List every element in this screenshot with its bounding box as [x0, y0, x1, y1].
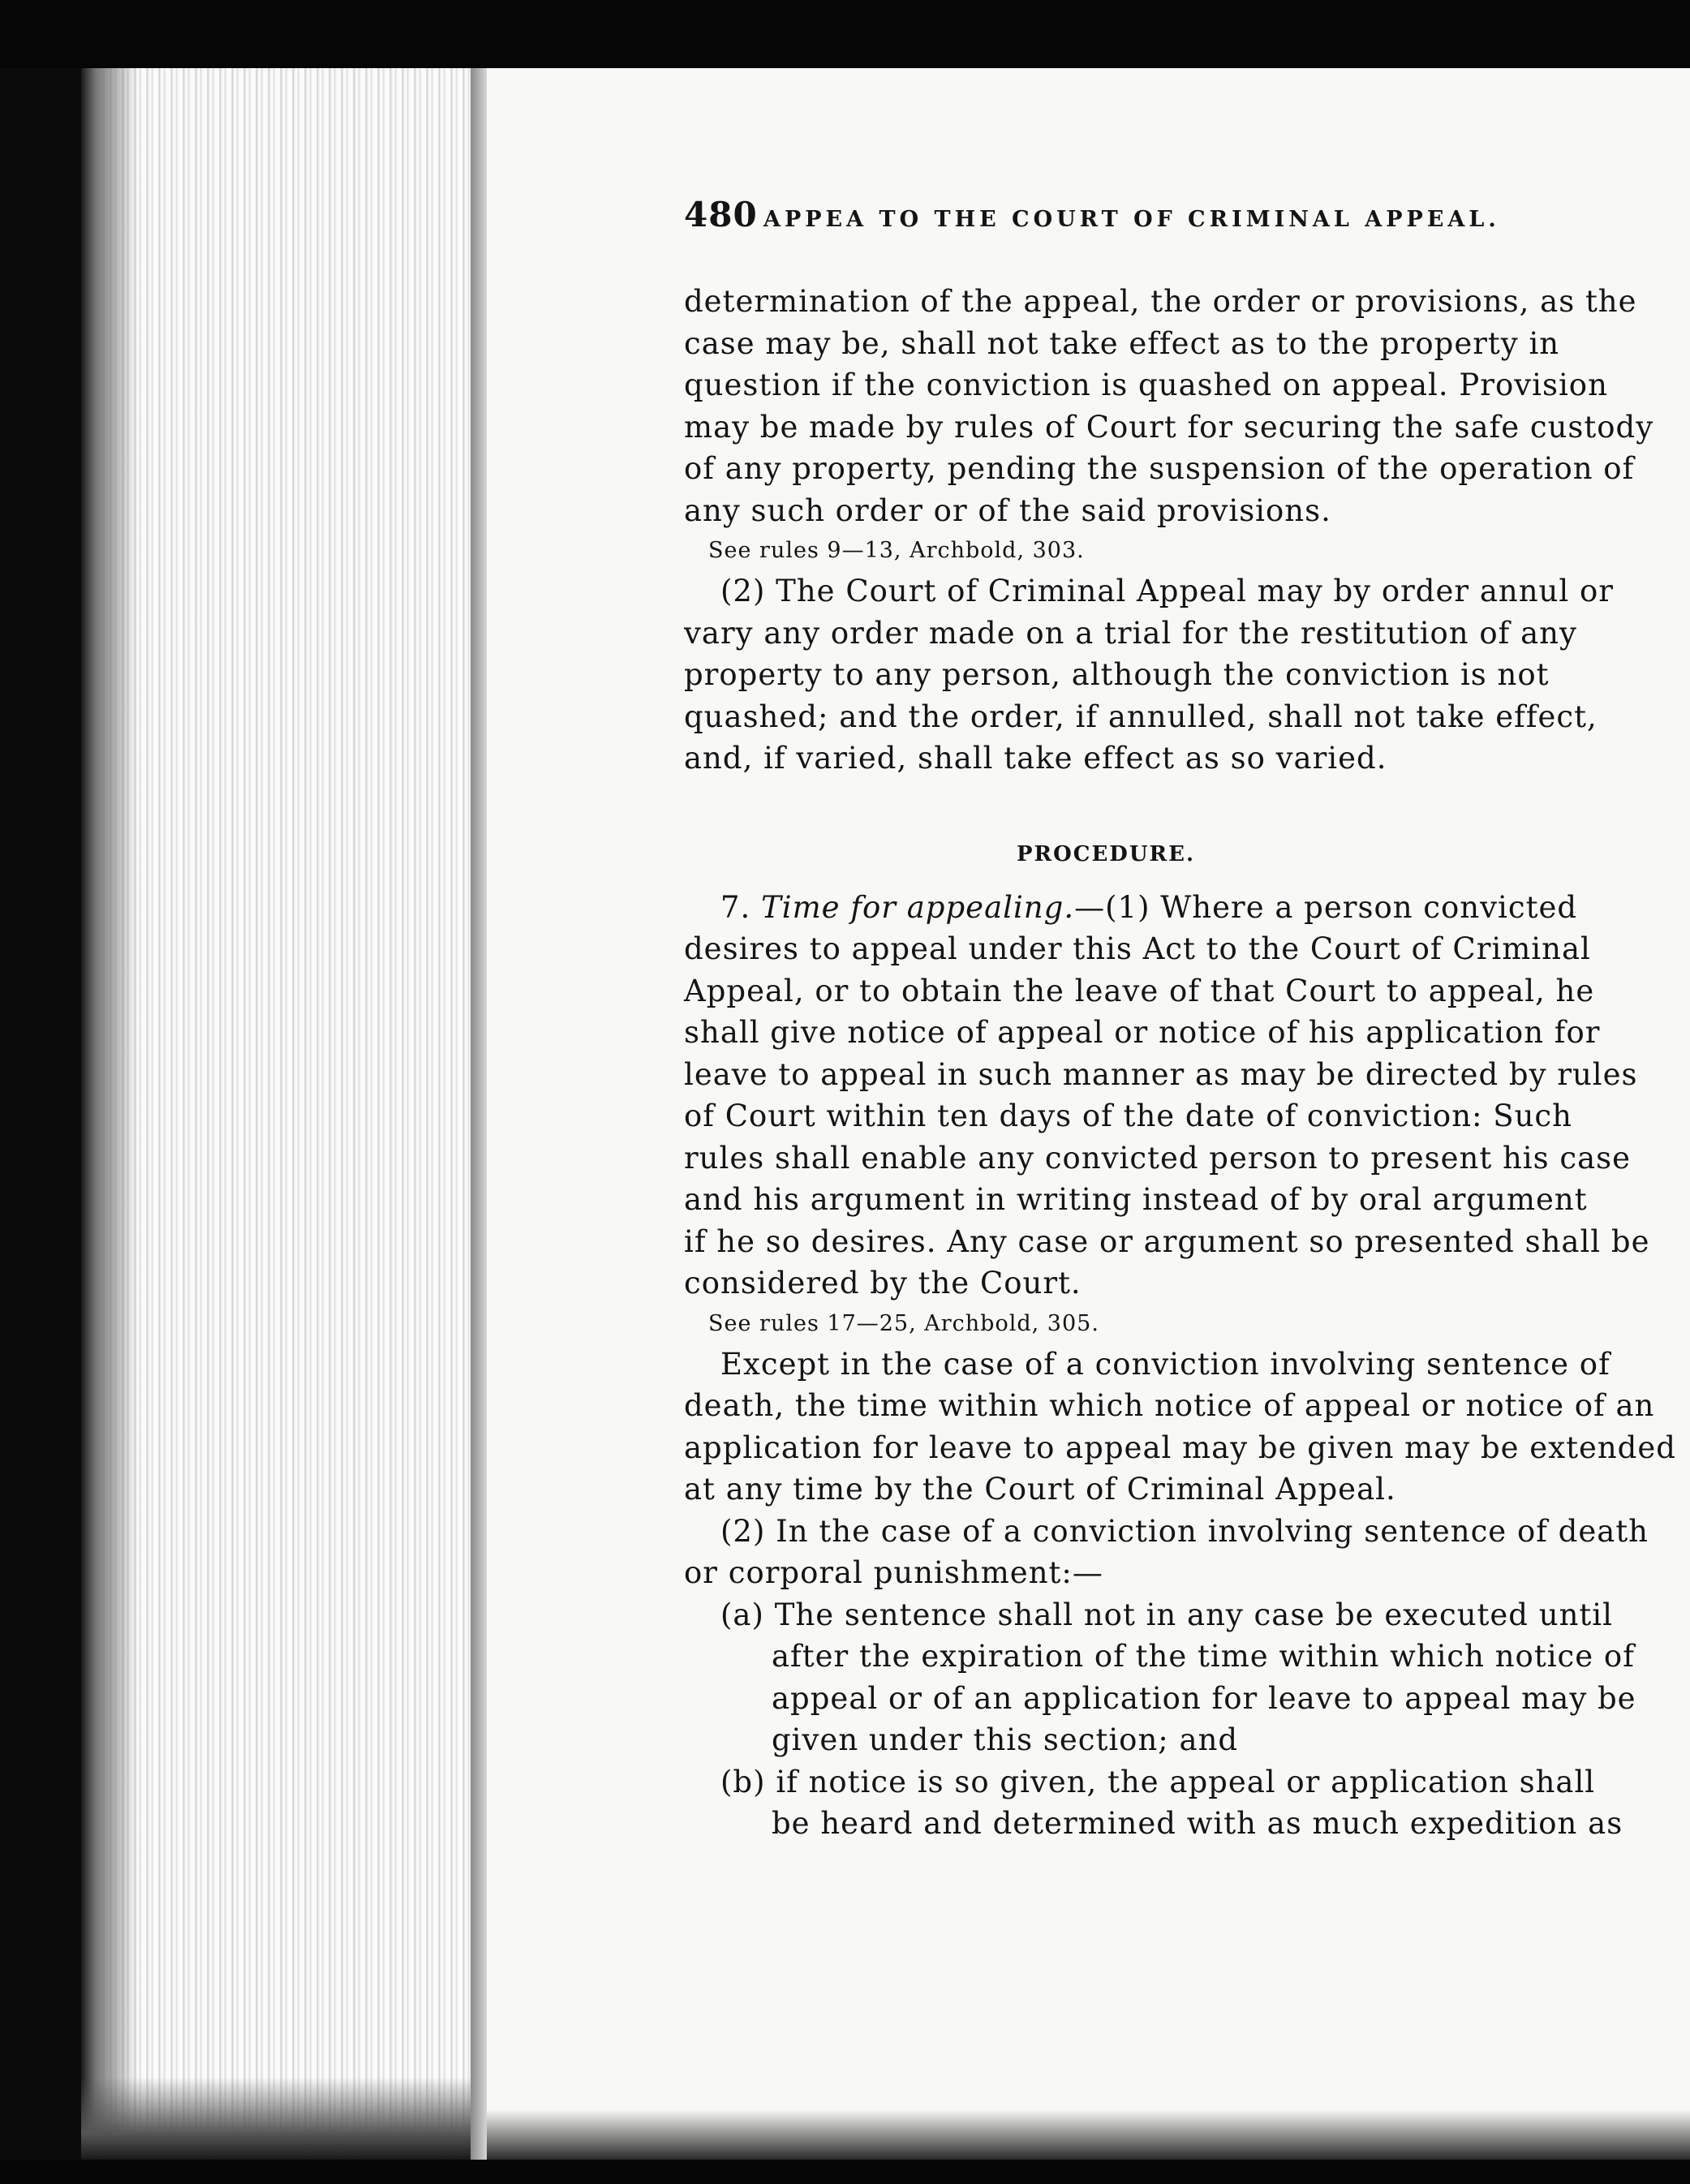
text-line: death, the time within which notice of appeal or notice of an	[684, 1388, 1655, 1423]
text-line: determination of the appeal, the order or provisions, as the	[684, 284, 1637, 319]
list-item-b	[684, 1761, 1690, 1845]
page-edges-stack	[81, 68, 480, 2160]
text-line: after the expiration of the time within which notice of	[772, 1639, 1635, 1674]
text-line: of Court within ten days of the date of conviction: Such	[684, 1098, 1572, 1133]
paragraph-restitution-continued	[684, 281, 1690, 531]
text-line: quashed; and the order, if annulled, shall not take effect,	[684, 699, 1598, 734]
scan-border-bottom	[0, 2160, 1690, 2184]
text-line: be heard and determined with as much expedition as	[772, 1806, 1623, 1841]
text-line: question if the conviction is quashed on appeal. Provision	[684, 368, 1608, 402]
text-line: Appeal, or to obtain the leave of that Court to appeal, he	[684, 973, 1595, 1008]
text-line: (2) In the case of a conviction involving sentence of death	[720, 1513, 1649, 1549]
text-line: and, if varied, shall take effect as so varied.	[684, 741, 1387, 776]
section-7-first-line	[684, 887, 1690, 929]
list-item-a	[684, 1594, 1690, 1761]
text-line: or corporal punishment:—	[684, 1555, 1103, 1590]
paragraph-annul-order	[684, 570, 1690, 780]
text-line: (b) if notice is so given, the appeal or application shall	[720, 1764, 1596, 1799]
text-line: Except in the case of a conviction involving sentence of	[720, 1346, 1610, 1382]
text-line: and his argument in writing instead of by oral argument	[684, 1182, 1588, 1217]
text-line: if he so desires. Any case or argument so presented shall be	[684, 1223, 1650, 1259]
section-title: Time for appealing.	[761, 889, 1075, 925]
text-line: application for leave to appeal may be given may be extended	[684, 1429, 1676, 1465]
text-line: considered by the Court.	[684, 1266, 1082, 1301]
text-line: desires to appeal under this Act to the Court of Criminal	[684, 931, 1591, 966]
text-line: property to any person, although the conviction is not	[684, 657, 1550, 692]
section-first-line-text: —(1) Where a person convicted	[1074, 889, 1578, 925]
citation: See rules 9—13, Archbold, 303.	[708, 538, 1085, 563]
text-line: may be made by rules of Court for securing the safe custody	[684, 409, 1654, 445]
paragraph-extension-of-time	[684, 1344, 1690, 1511]
text-line: case may be, shall not take effect as to the property in	[684, 325, 1560, 361]
page-edges-bottom-shadow	[81, 2077, 480, 2160]
scan-border-top	[0, 0, 1690, 68]
citation: See rules 17—25, Archbold, 305.	[708, 1310, 1099, 1336]
section-number: 7.	[720, 889, 751, 925]
running-head	[684, 195, 1690, 243]
running-title: APPEA TO THE COURT OF CRIMINAL APPEAL.	[763, 207, 1500, 232]
text-line: appeal or of an application for leave to appeal may be	[772, 1680, 1636, 1716]
text-line: (a) The sentence shall not in any case be executed until	[720, 1597, 1613, 1632]
paragraph-death-sentence	[684, 1511, 1690, 1594]
text-line: (2) The Court of Criminal Appeal may by order annul or	[720, 574, 1614, 608]
text-line: any such order or of the said provisions.	[684, 492, 1331, 528]
page-bottom-shadow	[487, 2109, 1690, 2160]
section-7	[684, 887, 1690, 1305]
section-heading: PROCEDURE.	[1016, 841, 1195, 866]
text-line: given under this section; and	[772, 1722, 1239, 1757]
page-text	[684, 195, 1690, 1845]
text-line: leave to appeal in such manner as may be directed by rules	[684, 1056, 1638, 1092]
page-number: 480	[684, 195, 758, 234]
text-line: rules shall enable any convicted person to present his case	[684, 1140, 1632, 1176]
text-line: shall give notice of appeal or notice of his application for	[684, 1015, 1601, 1050]
text-line: of any property, pending the suspension of the operation of	[684, 451, 1635, 486]
page-edges-shadow	[81, 68, 138, 2160]
text-line: vary any order made on a trial for the restitution of any	[684, 615, 1577, 651]
text-line: at any time by the Court of Criminal Appeal.	[684, 1472, 1396, 1507]
